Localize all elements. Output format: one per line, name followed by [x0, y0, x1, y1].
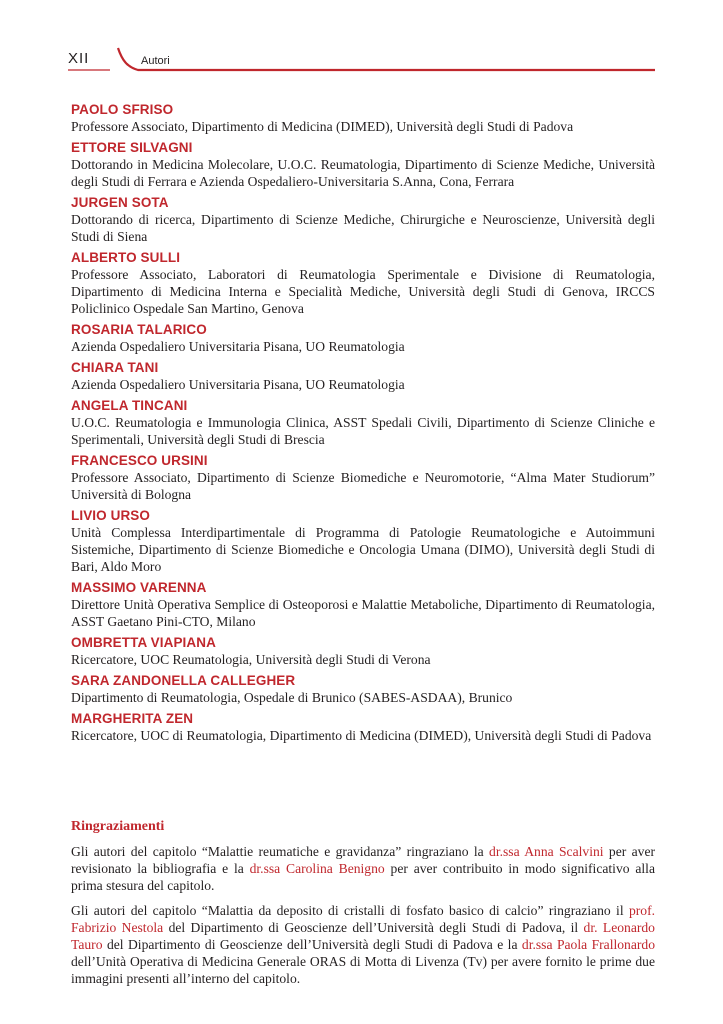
author-affiliation: Ricercatore, UOC di Reumatologia, Dipartimento di Medicina (DIMED), Università degli Studi di Padova	[71, 728, 652, 743]
author-name: MASSIMO VARENNA	[71, 580, 207, 595]
acknowledged-person: dr.ssa Anna Scalvini	[489, 844, 604, 859]
author-affiliation: Azienda Ospedaliero Universitaria Pisana, UO Reumatologia	[71, 377, 405, 392]
acknowledgement-text: per aver contribuito in modo significativo alla prima stesura del capitolo.	[71, 861, 655, 893]
author-entry	[71, 321, 655, 355]
running-head: Autori	[141, 55, 170, 67]
acknowledgement-text: del Dipartimento di Geoscienze dell’Università degli Studi di Padova e la	[102, 937, 522, 952]
acknowledged-person: prof. Fabrizio Nestola	[71, 903, 655, 935]
author-name: SARA ZANDONELLA CALLEGHER	[71, 673, 296, 688]
author-affiliation: Dipartimento di Reumatologia, Ospedale di Brunico (SABES-ASDAA), Brunico	[71, 690, 513, 705]
acknowledgement-text: Gli autori del capitolo “Malattie reumatiche e gravidanza” ringraziano la	[71, 844, 490, 859]
author-name: OMBRETTA VIAPIANA	[71, 635, 216, 650]
acknowledged-person: dr. Leonardo Tauro	[71, 920, 655, 952]
author-affiliation: Professore Associato, Laboratori di Reumatologia Sperimentale e Divisione di Reumatologia, Dipartimento di Medicina Interna e Specialità Mediche, Università degli Studi di Genova, IRCCS Policlinico Ospedale San Martino, Genova	[71, 267, 655, 316]
author-entry	[71, 194, 655, 245]
author-name: JURGEN SOTA	[71, 195, 169, 210]
author-entry	[71, 359, 655, 393]
acknowledgement-text: dell’Unità Operativa di Medicina Generale ORAS di Motta di Livenza (Tv) per avere fornito le prime due immagini presenti all’interno del capitolo.	[71, 954, 655, 986]
author-entry	[71, 672, 655, 706]
author-name: ANGELA TINCANI	[71, 398, 188, 413]
acknowledged-person: dr.ssa Carolina Benigno	[249, 861, 385, 876]
author-name: MARGHERITA ZEN	[71, 711, 194, 726]
acknowledgement-text: Gli autori del capitolo “Malattia da deposito di cristalli di fosfato basico di calcio” ringraziano il	[71, 903, 629, 918]
author-entry	[71, 710, 655, 744]
author-affiliation: Direttore Unità Operativa Semplice di Osteoporosi e Malattie Metaboliche, Dipartimento di Reumatologia, ASST Gaetano Pini-CTO, Milano	[71, 597, 655, 629]
author-affiliation: Ricercatore, UOC Reumatologia, Università degli Studi di Verona	[71, 652, 431, 667]
author-entry	[71, 452, 655, 503]
author-affiliation: Dottorando di ricerca, Dipartimento di Scienze Mediche, Chirurgiche e Neuroscienze, Università degli Studi di Siena	[71, 212, 655, 244]
acknowledgement-paragraph	[71, 843, 655, 894]
acknowledgement-text: per aver revisionato la bibliografia e la	[71, 844, 655, 876]
author-affiliation: Professore Associato, Dipartimento di Medicina (DIMED), Università degli Studi di Padova	[71, 119, 574, 134]
author-entry	[71, 101, 655, 135]
acknowledgement-paragraph	[71, 902, 655, 987]
acknowledgements-body	[71, 843, 655, 987]
author-entry	[71, 579, 655, 630]
author-name: LIVIO URSO	[71, 508, 151, 523]
acknowledgements-title: Ringraziamenti	[71, 819, 165, 834]
acknowledgement-text: del Dipartimento di Geoscienze dell’Università degli Studi di Padova, il	[163, 920, 584, 935]
author-affiliation: U.O.C. Reumatologia e Immunologia Clinica, ASST Spedali Civili, Dipartimento di Scienze Cliniche e Sperimentali, Università degli Studi di Brescia	[71, 415, 655, 447]
author-name: PAOLO SFRISO	[71, 102, 174, 117]
page-header	[0, 0, 723, 80]
author-entry	[71, 397, 655, 448]
author-affiliation: Azienda Ospedaliero Universitaria Pisana, UO Reumatologia	[71, 339, 405, 354]
author-list	[71, 101, 655, 748]
author-name: FRANCESCO URSINI	[71, 453, 208, 468]
acknowledged-person: dr.ssa Paola Frallonardo	[521, 937, 656, 952]
acknowledgements-section	[71, 818, 655, 995]
author-name: ETTORE SILVAGNI	[71, 140, 193, 155]
author-name: ROSARIA TALARICO	[71, 322, 207, 337]
author-entry	[71, 507, 655, 575]
author-entry	[71, 249, 655, 317]
author-entry	[71, 139, 655, 190]
author-affiliation: Unità Complessa Interdipartimentale di Programma di Patologie Reumatologiche e Autoimmuni Sistemiche, Dipartimento di Scienze Biomediche e Oncologia Umana (DIMO), Università degli Studi di Bari, Aldo Moro	[71, 525, 655, 574]
author-affiliation: Professore Associato, Dipartimento di Scienze Biomediche e Neuromotorie, “Alma Mater Studiorum” Università di Bologna	[71, 470, 655, 502]
author-name: CHIARA TANI	[71, 360, 159, 375]
page-number: XII	[68, 50, 90, 67]
header-rule-decoration	[0, 0, 723, 80]
author-entry	[71, 634, 655, 668]
author-affiliation: Dottorando in Medicina Molecolare, U.O.C. Reumatologia, Dipartimento di Scienze Mediche, Università degli Studi di Ferrara e Azienda Ospedaliero-Universitaria S.Anna, Cona, Ferrara	[71, 157, 655, 189]
author-name: ALBERTO SULLI	[71, 250, 181, 265]
